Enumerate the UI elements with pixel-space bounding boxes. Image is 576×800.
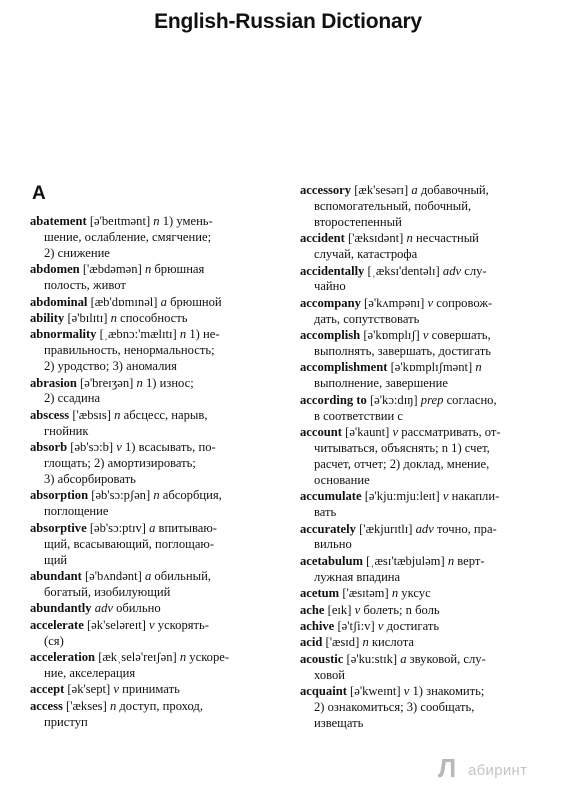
entry-part-of-speech: n: [362, 635, 369, 650]
entry-definition: вильно: [314, 537, 352, 552]
entry-part-of-speech: v: [427, 295, 434, 310]
dictionary-entry: [30, 440, 286, 488]
entry-definition: случай, катастрофа: [314, 247, 418, 262]
entry-pronunciation: [əb'sɔ:pʃən]: [91, 488, 151, 503]
entry-pronunciation: [əb'sɔ:b]: [70, 440, 114, 455]
entry-headword: accurately: [300, 521, 356, 536]
entry-definition: выполнять, завершать, достигать: [314, 344, 491, 359]
entry-pronunciation: [əb'sɔ:ptɪv]: [89, 520, 146, 535]
entry-definition: абсцесс, нарыв,: [120, 407, 208, 422]
entry-line: [30, 295, 286, 311]
entry-headword: abundant: [30, 568, 82, 583]
entry-definition: кислота: [368, 635, 415, 650]
entry-line: [300, 586, 558, 602]
entry-part-of-speech: a: [149, 520, 156, 535]
entry-pronunciation: [ə'kʌmpənɪ]: [364, 295, 425, 310]
dictionary-entry: [30, 488, 286, 520]
entry-definition: глощать; 2) амортизировать;: [44, 456, 196, 471]
entry-pronunciation: [ə'kɒmplɪʃ]: [363, 328, 420, 343]
entry-definition: выполнение, завершение: [314, 376, 448, 391]
entry-definition: дать, сопутствовать: [314, 311, 420, 326]
dictionary-entry: [30, 376, 286, 408]
entry-line: [30, 585, 286, 601]
entry-headword: accidentally: [300, 263, 365, 278]
entry-definition: полость, живот: [44, 278, 126, 293]
watermark-text: абиринт: [468, 762, 528, 779]
entry-part-of-speech: n: [179, 327, 187, 342]
entry-part-of-speech: n: [475, 360, 482, 375]
entry-line: [300, 700, 558, 716]
entry-definition: 2) ссадина: [44, 391, 101, 406]
entry-pronunciation: [ˌæksɪ'dentəlɪ]: [367, 263, 440, 278]
entry-headword: accident: [300, 231, 345, 246]
entry-line: [30, 618, 286, 634]
entry-headword: ache: [300, 602, 325, 617]
entry-definition: совершать,: [428, 328, 491, 343]
dictionary-entry: [300, 684, 558, 732]
dictionary-entry: [300, 635, 558, 651]
entry-headword: acetum: [300, 586, 340, 601]
entry-line: [300, 393, 558, 409]
entry-headword: according to: [300, 392, 367, 407]
entry-line: [30, 601, 286, 617]
entry-definition: впитываю-: [155, 520, 217, 535]
entry-line: [30, 327, 286, 343]
entry-headword: absorb: [30, 440, 68, 455]
dictionary-entry: [30, 650, 286, 682]
entry-definition: извещать: [314, 715, 364, 730]
entry-definition: в соответствии с: [314, 408, 403, 423]
entry-headword: accompany: [300, 295, 361, 310]
entry-part-of-speech: adv: [442, 263, 462, 278]
entry-definition: щий: [44, 552, 68, 567]
entry-line: [300, 312, 558, 328]
entry-line: [300, 425, 558, 441]
entry-line: [30, 440, 286, 456]
entry-headword: acoustic: [300, 651, 344, 666]
entry-pronunciation: [ə'beɪtmənt]: [89, 214, 151, 228]
entry-line: [300, 344, 558, 360]
entry-definition: верт-: [454, 553, 485, 568]
entry-pronunciation: [ə'tʃi:v]: [337, 618, 375, 633]
entry-definition: слу-: [461, 263, 487, 278]
section-letter: A: [32, 183, 46, 204]
entry-headword: accomplishment: [300, 360, 388, 375]
dictionary-entry: [30, 682, 286, 698]
dictionary-entry: [30, 311, 286, 327]
entry-line: [300, 505, 558, 521]
entry-line: [300, 199, 558, 215]
dictionary-entry: [300, 296, 558, 328]
dictionary-entry: [30, 521, 286, 569]
entry-part-of-speech: n: [110, 310, 117, 325]
entry-definition: чайно: [314, 279, 346, 294]
entry-definition: добавочный,: [417, 183, 489, 197]
entry-headword: abscess: [30, 407, 70, 422]
entry-line: [300, 409, 558, 425]
entry-part-of-speech: v: [116, 440, 122, 455]
entry-definition: 1) всасывать, по-: [121, 440, 216, 455]
entry-pronunciation: ['ækjurɪtlɪ]: [359, 521, 413, 536]
entry-part-of-speech: v: [403, 684, 410, 699]
entry-part-of-speech: adv: [94, 601, 113, 616]
entry-part-of-speech: v: [113, 682, 120, 697]
entry-pronunciation: [eɪk]: [327, 602, 352, 617]
entry-definition: 1) знакомить;: [409, 684, 485, 699]
entry-line: [30, 359, 286, 375]
entry-definition: основание: [314, 472, 370, 487]
entry-definition: 1) не-: [186, 327, 220, 342]
entry-pronunciation: [ˌæbnɔ:'mælɪtɪ]: [99, 327, 177, 342]
entry-definition: обильный,: [151, 568, 211, 583]
entry-headword: absorption: [30, 488, 89, 503]
entry-line: [30, 521, 286, 537]
entry-line: [300, 554, 558, 570]
entry-line: [30, 424, 286, 440]
entry-definition: 2) ознакомиться; 3) сообщать,: [314, 700, 475, 714]
entry-line: [300, 489, 558, 505]
entry-definition: поглощение: [44, 504, 109, 519]
entry-definition: второстепенный: [314, 214, 402, 229]
left-entries: [30, 214, 286, 731]
entry-pronunciation: [ə'bʌndənt]: [84, 568, 142, 583]
entry-headword: account: [300, 425, 342, 440]
entry-line: [30, 278, 286, 294]
dictionary-entry: [300, 603, 558, 619]
entry-definition: 2) уродство; 3) аномалия: [44, 359, 177, 374]
entry-pronunciation: [ə'kweɪnt]: [350, 684, 401, 699]
entry-pronunciation: [ˌæsɪ'tæbjuləm]: [366, 553, 445, 568]
publisher-watermark: [438, 754, 568, 782]
entry-definition: читываться, объяснять; n 1) счет,: [314, 441, 490, 455]
entry-definition: правильность, ненормальность;: [44, 343, 215, 358]
dictionary-entry: [30, 699, 286, 731]
entry-headword: abnormality: [30, 327, 97, 342]
entry-definition: точно, пра-: [433, 521, 497, 536]
entry-definition: щий, всасывающий, поглощаю-: [44, 536, 215, 551]
entry-pronunciation: [ə'kaunt]: [345, 425, 390, 440]
entry-line: [300, 231, 558, 247]
entry-definition: абсорбция,: [159, 488, 222, 503]
entry-part-of-speech: a: [160, 294, 167, 309]
dictionary-entry: [300, 264, 558, 296]
entry-headword: achive: [300, 618, 335, 633]
entry-definition: ховой: [314, 667, 346, 682]
entry-definition: брюшная: [151, 262, 205, 277]
entry-line: [300, 570, 558, 586]
entry-definition: 1) износ;: [142, 375, 194, 390]
dictionary-entry: [30, 327, 286, 375]
entry-pronunciation: [ə'breɪʒən]: [80, 375, 134, 390]
entry-line: [300, 215, 558, 231]
entry-part-of-speech: n: [114, 407, 121, 422]
entry-pronunciation: [ə'kɒmplɪʃmənt]: [390, 360, 473, 375]
entry-line: [300, 296, 558, 312]
dictionary-entry: [300, 183, 558, 231]
entry-line: [300, 473, 558, 489]
entry-line: [30, 537, 286, 553]
entry-definition: гнойник: [44, 423, 89, 438]
entry-part-of-speech: adv: [415, 521, 434, 536]
left-column: [30, 183, 286, 731]
entry-headword: access: [30, 698, 63, 713]
entry-definition: ние, акселерация: [44, 665, 136, 680]
entry-line: [300, 522, 558, 538]
entry-line: [30, 262, 286, 278]
entry-definition: согласно,: [443, 392, 497, 407]
entry-definition: приступ: [44, 714, 88, 729]
entry-pronunciation: [ækˌselə'reɪʃən]: [98, 649, 177, 664]
entry-headword: abdomen: [30, 262, 80, 277]
dictionary-entry: [300, 489, 558, 521]
entry-line: [300, 376, 558, 392]
entry-definition: достигать: [383, 618, 440, 633]
dictionary-entry: [300, 586, 558, 602]
entry-part-of-speech: n: [406, 231, 413, 246]
entry-line: [300, 603, 558, 619]
entry-line: [30, 343, 286, 359]
entry-line: [300, 441, 558, 457]
entry-pronunciation: ['æbsɪs]: [72, 407, 111, 422]
entry-definition: болеть; n боль: [360, 602, 440, 617]
entry-headword: acceleration: [30, 649, 96, 664]
entry-line: [30, 666, 286, 682]
entry-pronunciation: [ə'kɔ:dɪŋ]: [369, 392, 418, 407]
entry-headword: accumulate: [300, 489, 362, 504]
entry-line: [300, 247, 558, 263]
entry-line: [30, 246, 286, 262]
entry-headword: accomplish: [300, 328, 361, 343]
entry-pronunciation: ['æksɪdənt]: [347, 231, 404, 246]
entry-part-of-speech: v: [422, 328, 429, 343]
right-entries: [300, 183, 558, 732]
dictionary-entry: [300, 425, 558, 489]
entry-part-of-speech: n: [144, 262, 152, 277]
dictionary-entry: [300, 554, 558, 586]
entry-pronunciation: [ə'ku:stɪk]: [346, 651, 398, 666]
entry-line: [30, 682, 286, 698]
dictionary-entry: [30, 262, 286, 294]
entry-headword: abatement: [30, 214, 87, 228]
entry-definition: накапли-: [448, 489, 500, 504]
entry-definition: 3) абсорбировать: [44, 472, 136, 486]
entry-headword: absorptive: [30, 520, 87, 535]
entry-headword: accelerate: [30, 617, 84, 632]
entry-part-of-speech: a: [411, 183, 418, 197]
entry-definition: брюшной: [166, 294, 222, 309]
entry-part-of-speech: n: [447, 553, 455, 568]
entry-line: [30, 214, 286, 230]
entry-line: [300, 716, 558, 732]
entry-headword: ability: [30, 310, 65, 325]
entry-line: [300, 652, 558, 668]
entry-headword: acetabulum: [300, 553, 363, 568]
entry-part-of-speech: n: [391, 586, 399, 601]
entry-line: [30, 456, 286, 472]
entry-part-of-speech: n: [136, 375, 143, 390]
entry-line: [300, 635, 558, 651]
entry-part-of-speech: prep: [420, 392, 444, 407]
entry-part-of-speech: n: [109, 698, 117, 713]
entry-part-of-speech: n: [179, 649, 187, 664]
entry-part-of-speech: v: [149, 617, 155, 632]
entry-line: [30, 391, 286, 407]
entry-part-of-speech: a: [400, 651, 407, 666]
entry-pronunciation: [ək'sept]: [67, 682, 111, 697]
page-title: English-Russian Dictionary: [154, 10, 422, 33]
entry-line: [300, 183, 558, 199]
entry-definition: вспомогательный, побочный,: [314, 198, 472, 213]
entry-definition: (ся): [44, 633, 64, 648]
entry-definition: звуковой, слу-: [406, 651, 486, 666]
dictionary-entry: [30, 408, 286, 440]
dictionary-entry: [30, 295, 286, 311]
entry-pronunciation: ['ækses]: [66, 698, 107, 713]
entry-pronunciation: [ə'bɪlɪtɪ]: [67, 310, 108, 325]
entry-line: [30, 488, 286, 504]
entry-definition: уксус: [398, 586, 431, 601]
entry-pronunciation: ['æsɪd]: [325, 635, 360, 650]
entry-line: [30, 504, 286, 520]
dictionary-entry: [300, 360, 558, 392]
entry-part-of-speech: v: [354, 602, 361, 617]
dictionary-entry: [300, 231, 558, 263]
entry-part-of-speech: a: [144, 568, 152, 583]
entry-pronunciation: [æb'dɒmɪnəl]: [90, 294, 158, 309]
entry-definition: способность: [116, 310, 188, 325]
dictionary-entry: [30, 569, 286, 601]
entry-definition: вать: [314, 505, 337, 520]
dictionary-entry: [300, 393, 558, 425]
entry-part-of-speech: v: [377, 618, 384, 633]
entry-line: [300, 360, 558, 376]
entry-definition: несчастный: [412, 231, 479, 246]
entry-line: [30, 634, 286, 650]
entry-line: [30, 230, 286, 246]
dictionary-entry: [30, 214, 286, 262]
entry-definition: богатый, изобилующий: [44, 584, 171, 599]
dictionary-entry: [300, 522, 558, 554]
entry-definition: 1) умень-: [159, 214, 213, 228]
entry-headword: acquaint: [300, 684, 347, 699]
entry-line: [300, 537, 558, 553]
dictionary-entry: [30, 618, 286, 650]
entry-line: [30, 408, 286, 424]
entry-part-of-speech: n: [153, 488, 160, 503]
entry-definition: рассматривать, от-: [398, 425, 501, 440]
dictionary-entry: [300, 652, 558, 684]
dictionary-entry: [30, 601, 286, 617]
entry-definition: расчет, отчет; 2) доклад, мнение,: [314, 456, 490, 471]
entry-definition: сопровож-: [433, 295, 493, 310]
entry-definition: ускоре-: [186, 649, 230, 664]
entry-pronunciation: [ə'kju:mju:leɪt]: [364, 489, 440, 504]
right-column: [300, 183, 558, 732]
entry-headword: accessory: [300, 183, 352, 197]
entry-definition: доступ, проход,: [116, 698, 203, 713]
entry-line: [300, 279, 558, 295]
entry-line: [30, 553, 286, 569]
entry-line: [300, 264, 558, 280]
entry-pronunciation: [æk'sesərɪ]: [354, 183, 409, 197]
entry-line: [30, 715, 286, 731]
entry-line: [30, 569, 286, 585]
entry-line: [300, 328, 558, 344]
entry-definition: принимать: [119, 682, 180, 697]
entry-line: [300, 668, 558, 684]
dictionary-entry: [300, 328, 558, 360]
entry-definition: обильно: [112, 601, 161, 616]
dictionary-entry: [300, 619, 558, 635]
labyrinth-logo-icon: Л: [438, 753, 457, 783]
entry-definition: лужная впадина: [314, 569, 401, 584]
entry-pronunciation: [ək'seləreɪt]: [86, 617, 146, 632]
entry-headword: abrasion: [30, 375, 77, 390]
entry-pronunciation: ['æsɪtəm]: [342, 586, 389, 601]
entry-pronunciation: ['æbdəmən]: [82, 262, 142, 277]
entry-definition: 2) снижение: [44, 245, 110, 260]
entry-line: [30, 311, 286, 327]
entry-headword: abundantly: [30, 601, 92, 616]
entry-definition: шение, ослабление, смягчение;: [44, 229, 212, 244]
entry-part-of-speech: n: [153, 214, 160, 228]
entry-line: [300, 684, 558, 700]
entry-line: [30, 376, 286, 392]
entry-headword: acid: [300, 635, 323, 650]
entry-line: [300, 619, 558, 635]
entry-line: [30, 472, 286, 488]
entry-part-of-speech: v: [442, 489, 449, 504]
entry-headword: accept: [30, 682, 65, 697]
entry-line: [30, 650, 286, 666]
entry-headword: abdominal: [30, 294, 88, 309]
entry-definition: ускорять-: [154, 617, 209, 632]
entry-line: [30, 699, 286, 715]
entry-part-of-speech: v: [392, 425, 399, 440]
entry-line: [300, 457, 558, 473]
